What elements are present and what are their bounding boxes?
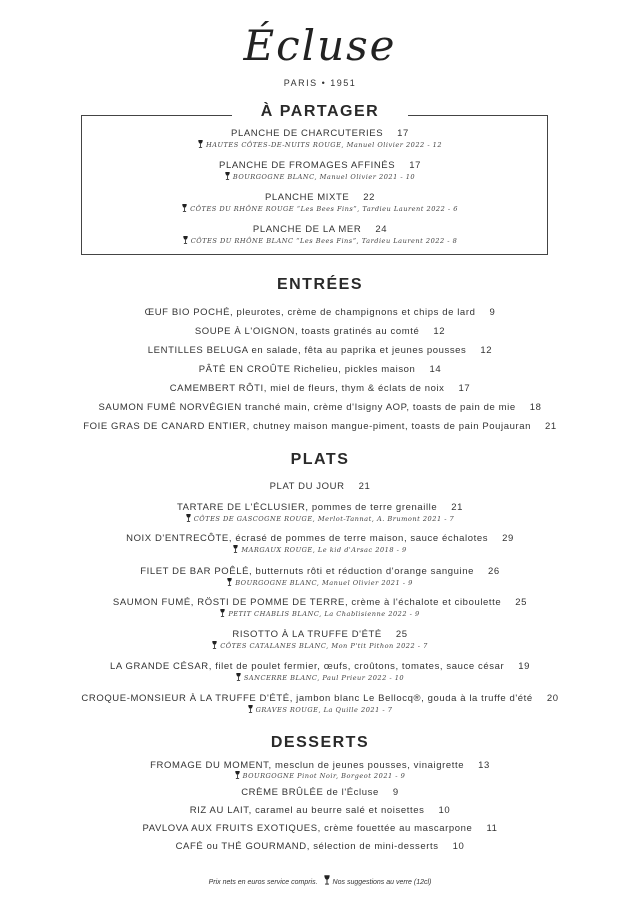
menu-item xyxy=(0,660,640,673)
item-name: PLANCHE MIXTE xyxy=(264,192,350,203)
item-price: 25 xyxy=(395,629,408,640)
wine-text: CÔTES DU RHÔNE ROUGE “Les Bees Fins”, Tardieu Laurent 2022 - 6 xyxy=(190,205,458,213)
menu-item xyxy=(0,159,640,172)
wine-suggestion xyxy=(0,172,640,182)
section-title-entrees: ENTRÉES xyxy=(276,276,364,293)
menu-item xyxy=(0,344,640,357)
menu-item xyxy=(0,804,640,817)
wine-text: SANCERRE BLANC, Paul Prieur 2022 - 10 xyxy=(243,674,405,682)
wine-suggestion xyxy=(0,140,640,150)
wine-glass-icon xyxy=(183,236,188,244)
wine-text: BOURGOGNE BLANC, Manuel Olivier 2021 - 10 xyxy=(232,173,416,181)
item-name: SOUPE À L'OIGNON, toasts gratinés au comté xyxy=(194,326,420,337)
section-title-desserts: DESSERTS xyxy=(270,734,370,751)
wine-text: CÔTES DE GASCOGNE ROUGE, Merlot-Tannat, A. Brumont 2021 - 7 xyxy=(193,515,455,523)
item-name: CAMEMBERT RÔTI, miel de fleurs, thym & éclats de noix xyxy=(169,383,445,394)
wine-text: BOURGOGNE BLANC, Manuel Olivier 2021 - 9 xyxy=(235,579,413,587)
wine-text: CÔTES DU RHÔNE BLANC “Les Bees Fins”, Tardieu Laurent 2022 - 8 xyxy=(190,237,458,245)
wine-glass-icon xyxy=(248,705,253,713)
menu-item xyxy=(0,786,640,799)
wine-text: CÔTES CATALANES BLANC, Mon P'tit Pithon 2022 - 7 xyxy=(220,642,428,650)
item-price: 18 xyxy=(529,402,542,413)
menu-item xyxy=(0,363,640,376)
item-name: CRÈME BRÛLÉE de l'Écluse xyxy=(241,787,379,798)
wine-glass-icon xyxy=(182,204,187,212)
prices-note: Prix nets en euros service compris. xyxy=(208,879,318,886)
item-name: PLANCHE DE FROMAGES AFFINÉS xyxy=(219,160,396,171)
item-price: 22 xyxy=(363,192,376,203)
item-name: TARTARE DE L'ÉCLUSIER, pommes de terre grenaille xyxy=(176,502,438,513)
item-name: NOIX D'ENTRECÔTE, écrasé de pommes de terre maison, sauce échalotes xyxy=(126,533,489,544)
item-name: PÂTÉ EN CROÛTE Richelieu, pickles maison xyxy=(198,364,416,375)
menu-item xyxy=(0,596,640,609)
wine-glass-icon xyxy=(235,771,240,779)
item-name: RISOTTO À LA TRUFFE D'ÉTÉ xyxy=(232,629,382,640)
item-name: LA GRANDE CÉSAR, filet de poulet fermier, œufs, croûtons, tomates, sauce césar xyxy=(110,661,505,672)
item-price: 9 xyxy=(489,307,496,318)
item-name: CAFÉ ou THÉ GOURMAND, sélection de mini-desserts xyxy=(175,841,439,852)
item-name: FOIE GRAS DE CANARD ENTIER, chutney maison mangue-piment, toasts de pain Poujauran xyxy=(83,421,532,432)
item-price: 21 xyxy=(545,421,557,432)
item-name: PLANCHE DE LA MER xyxy=(252,224,362,235)
item-price: 17 xyxy=(458,383,471,394)
wine-text: HAUTES CÔTES-DE-NUITS ROUGE, Manuel Olivier 2022 - 12 xyxy=(205,141,443,149)
item-name: PLANCHE DE CHARCUTERIES xyxy=(231,128,384,139)
menu-item xyxy=(0,840,640,853)
wine-suggestion xyxy=(0,609,640,619)
wine-suggestion xyxy=(0,514,640,524)
wine-suggestion xyxy=(0,578,640,588)
item-name: LENTILLES BELUGA en salade, fêta au paprika et jeunes pousses xyxy=(147,345,467,356)
item-price: 21 xyxy=(451,502,464,513)
wine-glass-icon xyxy=(198,140,203,148)
wine-suggestion xyxy=(0,204,640,214)
wine-note: Nos suggestions au verre (12cl) xyxy=(332,879,432,886)
item-name: SAUMON FUMÉ, RÖSTI DE POMME DE TERRE, crème à l'échalote et ciboulette xyxy=(112,597,502,608)
item-price: 14 xyxy=(429,364,442,375)
menu-item xyxy=(0,306,640,319)
item-price: 11 xyxy=(486,823,498,834)
wine-glass-icon xyxy=(186,514,191,522)
menu-item xyxy=(0,822,640,835)
wine-text: GRAVES ROUGE, La Quille 2021 - 7 xyxy=(255,706,393,714)
item-price: 21 xyxy=(358,481,371,492)
wine-glass-icon xyxy=(212,641,217,649)
item-price: 24 xyxy=(375,224,388,235)
menu-item xyxy=(0,191,640,204)
item-price: 17 xyxy=(397,128,409,139)
wine-text: MARGAUX ROUGE, Le kid d'Arsac 2018 - 9 xyxy=(241,546,407,554)
wine-glass-icon xyxy=(233,545,238,553)
item-price: 17 xyxy=(409,160,421,171)
wine-glass-icon xyxy=(225,172,230,180)
item-price: 9 xyxy=(392,787,399,798)
item-name: CROQUE-MONSIEUR À LA TRUFFE D'ÉTÉ, jambon blanc Le Bellocq®, gouda à la truffe d'été xyxy=(81,693,533,704)
wine-glass-icon xyxy=(220,609,225,617)
menu-item xyxy=(0,223,640,236)
item-name: FILET DE BAR POÊLÉ, butternuts rôti et réduction d'orange sanguine xyxy=(140,566,474,577)
wine-glass-icon xyxy=(227,578,232,586)
menu-item xyxy=(0,420,640,433)
item-name: PLAT DU JOUR xyxy=(269,481,345,492)
item-name: ŒUF BIO POCHÉ, pleurotes, crème de champignons et chips de lard xyxy=(144,307,476,318)
menu-item xyxy=(0,532,640,545)
wine-text: PETIT CHABLIS BLANC, La Chablisienne 2022 - 9 xyxy=(228,610,420,618)
logo-subtitle: PARIS • 1951 xyxy=(283,78,357,88)
item-name: RIZ AU LAIT, caramel au beurre salé et noisettes xyxy=(189,805,425,816)
menu-item xyxy=(0,401,640,414)
item-price: 12 xyxy=(480,345,493,356)
menu-item xyxy=(0,325,640,338)
menu-item xyxy=(0,382,640,395)
wine-suggestion xyxy=(0,545,640,555)
item-name: PAVLOVA AUX FRUITS EXOTIQUES, crème fouettée au mascarpone xyxy=(142,823,473,834)
wine-suggestion xyxy=(0,705,640,715)
menu-item xyxy=(0,480,640,493)
item-price: 25 xyxy=(515,597,528,608)
item-price: 20 xyxy=(546,693,559,704)
wine-glass-icon xyxy=(236,673,241,681)
menu-item xyxy=(0,127,640,140)
menu-item xyxy=(0,501,640,514)
item-price: 29 xyxy=(502,533,514,544)
menu-item xyxy=(0,692,640,705)
wine-suggestion xyxy=(0,236,640,246)
item-price: 12 xyxy=(433,326,446,337)
wine-suggestion xyxy=(0,641,640,651)
item-name: SAUMON FUMÉ NORVÉGIEN tranché main, crème d'Isigny AOP, toasts de pain de mie xyxy=(98,402,516,413)
section-title-partager: À PARTAGER xyxy=(232,101,408,123)
wine-suggestion xyxy=(0,771,640,781)
menu-item xyxy=(0,628,640,641)
item-price: 10 xyxy=(438,805,451,816)
item-price: 13 xyxy=(478,760,490,771)
restaurant-logo: Écluse xyxy=(243,21,397,70)
item-price: 26 xyxy=(488,566,500,577)
item-price: 10 xyxy=(452,841,465,852)
wine-suggestion xyxy=(0,673,640,683)
wine-text: BOURGOGNE Pinot Noir, Borgeot 2021 - 9 xyxy=(242,772,406,780)
menu-item xyxy=(0,565,640,578)
section-title-plats: PLATS xyxy=(290,451,350,468)
footer-note xyxy=(0,875,640,886)
item-name: FROMAGE DU MOMENT, mesclun de jeunes pousses, vinaigrette xyxy=(150,760,465,771)
wine-glass-icon xyxy=(324,875,330,885)
item-price: 19 xyxy=(518,661,530,672)
